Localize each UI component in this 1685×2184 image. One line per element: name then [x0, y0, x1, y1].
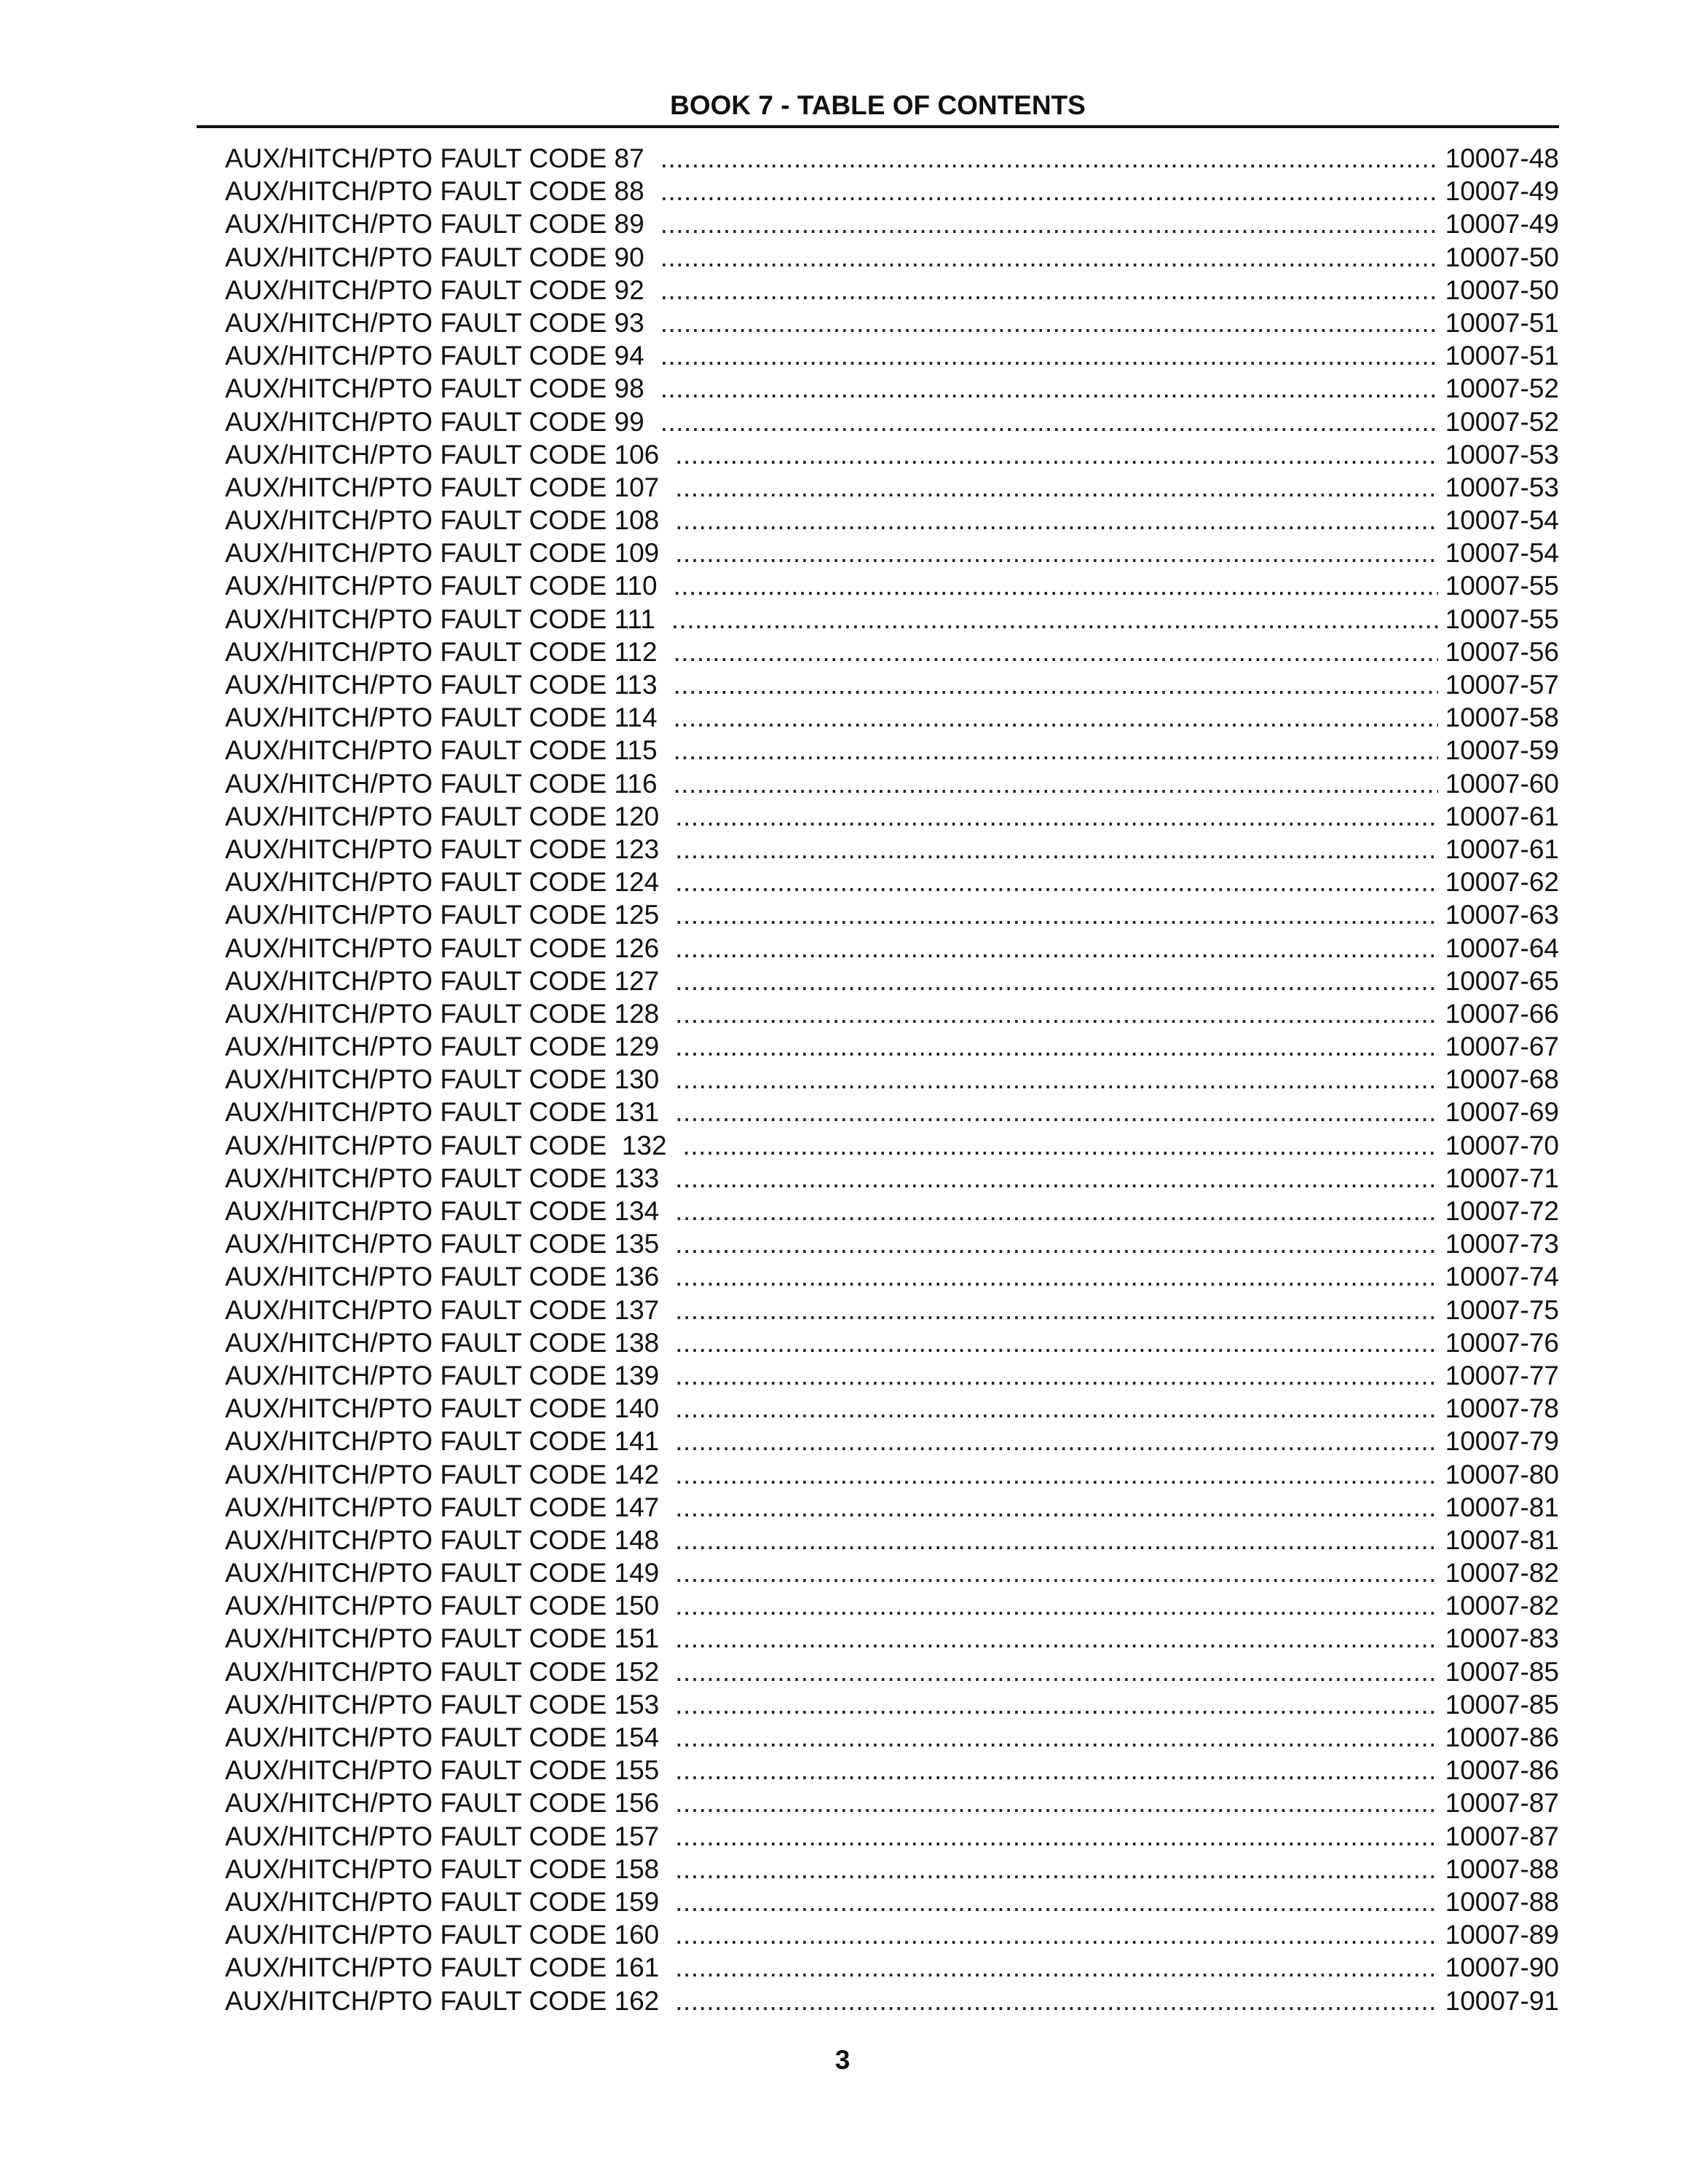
toc-entry-page: 10007-78 [1445, 1393, 1559, 1424]
dot-leader [660, 142, 1438, 175]
toc-entry[interactable] [225, 603, 1559, 636]
toc-entry[interactable] [225, 1918, 1559, 1951]
toc-entry[interactable] [225, 569, 1559, 602]
dot-leader [674, 701, 1438, 734]
toc-entry-title: AUX/HITCH/PTO FAULT CODE 157 [225, 1821, 660, 1851]
page-number: 3 [834, 2045, 851, 2075]
toc-entry[interactable] [225, 372, 1559, 405]
toc-entry-page: 10007-57 [1445, 670, 1559, 700]
toc-entry-page: 10007-61 [1445, 801, 1559, 831]
toc-entry-title: AUX/HITCH/PTO FAULT CODE 99 [225, 406, 644, 437]
toc-entry[interactable] [225, 1326, 1559, 1359]
toc-entry[interactable] [225, 1820, 1559, 1853]
toc-entry-title: AUX/HITCH/PTO FAULT CODE 129 [225, 1032, 660, 1062]
toc-entry-title: AUX/HITCH/PTO FAULT CODE 159 [225, 1886, 660, 1917]
toc-entry-page: 10007-83 [1445, 1623, 1559, 1654]
toc-entry-title: AUX/HITCH/PTO FAULT CODE 94 [225, 341, 644, 371]
dot-leader [675, 1886, 1437, 1918]
toc-entry-page: 10007-85 [1445, 1656, 1559, 1687]
toc-entry[interactable] [225, 1458, 1559, 1491]
toc-entry-title: AUX/HITCH/PTO FAULT CODE 137 [225, 1294, 660, 1325]
dot-leader [675, 438, 1437, 471]
dot-leader [675, 1030, 1437, 1063]
toc-entry[interactable] [225, 668, 1559, 701]
dot-leader [674, 636, 1438, 668]
dot-leader [671, 603, 1438, 636]
toc-entry[interactable] [225, 997, 1559, 1030]
dot-leader [660, 207, 1438, 240]
toc-entry-title: AUX/HITCH/PTO FAULT CODE 135 [225, 1229, 660, 1259]
dot-leader [675, 1556, 1437, 1589]
toc-entry-page: 10007-85 [1445, 1689, 1559, 1720]
toc-entry-page: 10007-86 [1445, 1722, 1559, 1752]
dot-leader [674, 569, 1438, 602]
toc-entry[interactable] [225, 1556, 1559, 1589]
toc-entry-page: 10007-60 [1445, 768, 1559, 799]
toc-entry-title: AUX/HITCH/PTO FAULT CODE 113 [225, 670, 658, 700]
toc-entry[interactable] [225, 898, 1559, 931]
toc-entry[interactable] [225, 1195, 1559, 1227]
toc-entry-page: 10007-88 [1445, 1886, 1559, 1917]
toc-entry-title: AUX/HITCH/PTO FAULT CODE 90 [225, 242, 644, 272]
toc-entry[interactable] [225, 1754, 1559, 1787]
toc-entry-page: 10007-89 [1445, 1920, 1559, 1950]
toc-entry-title: AUX/HITCH/PTO FAULT CODE 114 [225, 703, 658, 733]
toc-entry-title: AUX/HITCH/PTO FAULT CODE 107 [225, 472, 660, 502]
toc-entry-title: AUX/HITCH/PTO FAULT CODE 123 [225, 834, 660, 864]
toc-entry[interactable] [225, 1260, 1559, 1293]
toc-entry-title: AUX/HITCH/PTO FAULT CODE 98 [225, 373, 644, 404]
toc-entry[interactable] [225, 207, 1559, 240]
dot-leader [675, 833, 1437, 866]
dot-leader [675, 1787, 1437, 1819]
toc-entry[interactable] [225, 1524, 1559, 1556]
toc-entry[interactable] [225, 471, 1559, 504]
dot-leader [675, 800, 1437, 833]
toc-entry[interactable] [225, 339, 1559, 372]
toc-entry-title: AUX/HITCH/PTO FAULT CODE 162 [225, 1985, 660, 2016]
toc-entry-title: AUX/HITCH/PTO FAULT CODE 154 [225, 1722, 660, 1752]
toc-entry-page: 10007-61 [1445, 834, 1559, 864]
toc-entry-title: AUX/HITCH/PTO FAULT CODE 87 [225, 143, 644, 173]
toc-entry-page: 10007-67 [1445, 1032, 1559, 1062]
toc-entry[interactable] [225, 241, 1559, 274]
toc-entry-page: 10007-91 [1445, 1985, 1559, 2016]
toc-list [225, 142, 1559, 2017]
toc-entry-page: 10007-55 [1445, 604, 1559, 634]
toc-entry[interactable] [225, 1951, 1559, 1984]
toc-entry-page: 10007-90 [1445, 1952, 1559, 1983]
toc-entry[interactable] [225, 1787, 1559, 1819]
toc-entry-title: AUX/HITCH/PTO FAULT CODE 132 [225, 1130, 667, 1160]
toc-entry-title: AUX/HITCH/PTO FAULT CODE 108 [225, 505, 660, 536]
toc-entry-title: AUX/HITCH/PTO FAULT CODE 111 [225, 604, 655, 634]
toc-entry-page: 10007-50 [1445, 274, 1559, 305]
dot-leader [660, 306, 1438, 339]
toc-entry-title: AUX/HITCH/PTO FAULT CODE 109 [225, 538, 660, 569]
toc-entry[interactable] [225, 1096, 1559, 1128]
dot-leader [675, 537, 1437, 569]
dot-leader [675, 1655, 1437, 1688]
toc-entry-title: AUX/HITCH/PTO FAULT CODE 149 [225, 1558, 660, 1588]
toc-entry-page: 10007-52 [1445, 373, 1559, 404]
toc-entry-page: 10007-51 [1445, 341, 1559, 371]
toc-entry[interactable] [225, 274, 1559, 306]
toc-entry-page: 10007-55 [1445, 571, 1559, 601]
toc-entry-title: AUX/HITCH/PTO FAULT CODE 115 [225, 735, 658, 766]
toc-entry-title: AUX/HITCH/PTO FAULT CODE 88 [225, 176, 644, 207]
toc-entry[interactable] [225, 932, 1559, 965]
toc-entry-page: 10007-81 [1445, 1492, 1559, 1522]
toc-entry-page: 10007-75 [1445, 1294, 1559, 1325]
toc-entry-page: 10007-86 [1445, 1755, 1559, 1786]
dot-leader [675, 1622, 1437, 1655]
toc-entry-page: 10007-81 [1445, 1524, 1559, 1555]
toc-entry-title: AUX/HITCH/PTO FAULT CODE 93 [225, 307, 644, 338]
dot-leader [675, 1326, 1437, 1359]
toc-entry-title: AUX/HITCH/PTO FAULT CODE 150 [225, 1591, 660, 1621]
toc-entry-title: AUX/HITCH/PTO FAULT CODE 152 [225, 1656, 660, 1687]
dot-leader [674, 668, 1438, 701]
dot-leader [675, 1425, 1437, 1457]
toc-entry[interactable] [225, 833, 1559, 866]
toc-entry-page: 10007-51 [1445, 307, 1559, 338]
dot-leader [675, 1063, 1437, 1096]
dot-leader [675, 504, 1437, 537]
toc-entry[interactable] [225, 636, 1559, 668]
toc-entry-page: 10007-50 [1445, 242, 1559, 272]
toc-entry-page: 10007-54 [1445, 505, 1559, 536]
toc-entry[interactable] [225, 1425, 1559, 1457]
toc-entry-page: 10007-52 [1445, 406, 1559, 437]
dot-leader [660, 175, 1438, 207]
dot-leader [660, 274, 1438, 306]
dot-leader [675, 1820, 1437, 1853]
dot-leader [674, 734, 1438, 767]
dot-leader [675, 1195, 1437, 1227]
toc-entry-page: 10007-87 [1445, 1788, 1559, 1819]
toc-entry-title: AUX/HITCH/PTO FAULT CODE 127 [225, 965, 660, 996]
toc-entry[interactable] [225, 537, 1559, 569]
toc-entry-title: AUX/HITCH/PTO FAULT CODE 147 [225, 1492, 660, 1522]
toc-entry-page: 10007-62 [1445, 867, 1559, 898]
dot-leader [675, 1951, 1437, 1984]
toc-entry[interactable] [225, 734, 1559, 767]
toc-entry-page: 10007-56 [1445, 636, 1559, 667]
toc-entry-page: 10007-48 [1445, 143, 1559, 173]
toc-entry-title: AUX/HITCH/PTO FAULT CODE 126 [225, 933, 660, 963]
toc-entry-title: AUX/HITCH/PTO FAULT CODE 89 [225, 209, 644, 240]
toc-entry-page: 10007-59 [1445, 735, 1559, 766]
toc-entry[interactable] [225, 800, 1559, 833]
dot-leader [675, 1491, 1437, 1524]
toc-entry[interactable] [225, 767, 1559, 800]
toc-entry-page: 10007-58 [1445, 703, 1559, 733]
toc-entry-page: 10007-88 [1445, 1853, 1559, 1884]
toc-entry[interactable] [225, 701, 1559, 734]
toc-entry-title: AUX/HITCH/PTO FAULT CODE 139 [225, 1360, 660, 1390]
toc-entry-page: 10007-64 [1445, 933, 1559, 963]
toc-entry-title: AUX/HITCH/PTO FAULT CODE 133 [225, 1163, 660, 1193]
toc-entry-title: AUX/HITCH/PTO FAULT CODE 92 [225, 274, 644, 305]
dot-leader [675, 1721, 1437, 1754]
toc-entry[interactable] [225, 306, 1559, 339]
toc-entry[interactable] [225, 405, 1559, 438]
toc-entry-title: AUX/HITCH/PTO FAULT CODE 151 [225, 1623, 660, 1654]
dot-leader [675, 932, 1437, 965]
toc-entry-title: AUX/HITCH/PTO FAULT CODE 141 [225, 1426, 660, 1457]
toc-entry-page: 10007-76 [1445, 1327, 1559, 1358]
toc-entry-title: AUX/HITCH/PTO FAULT CODE 106 [225, 439, 660, 470]
toc-entry-page: 10007-65 [1445, 965, 1559, 996]
toc-entry-page: 10007-82 [1445, 1558, 1559, 1588]
dot-leader [675, 1096, 1437, 1128]
toc-entry-title: AUX/HITCH/PTO FAULT CODE 138 [225, 1327, 660, 1358]
toc-entry-title: AUX/HITCH/PTO FAULT CODE 136 [225, 1262, 660, 1292]
dot-leader [675, 1524, 1437, 1556]
toc-entry[interactable] [225, 1589, 1559, 1622]
dot-leader [675, 1392, 1437, 1425]
toc-entry-title: AUX/HITCH/PTO FAULT CODE 124 [225, 867, 660, 898]
toc-entry-title: AUX/HITCH/PTO FAULT CODE 110 [225, 571, 658, 601]
dot-leader [683, 1129, 1438, 1162]
toc-entry[interactable] [225, 1063, 1559, 1096]
dot-leader [675, 1294, 1437, 1326]
dot-leader [675, 1458, 1437, 1491]
dot-leader [675, 1918, 1437, 1951]
toc-entry-title: AUX/HITCH/PTO FAULT CODE 153 [225, 1689, 660, 1720]
toc-entry-page: 10007-87 [1445, 1821, 1559, 1851]
toc-entry[interactable] [225, 1294, 1559, 1326]
toc-entry[interactable] [225, 1162, 1559, 1195]
dot-leader [675, 1589, 1437, 1622]
toc-entry-page: 10007-80 [1445, 1459, 1559, 1489]
dot-leader [675, 1162, 1437, 1195]
toc-entry-page: 10007-73 [1445, 1229, 1559, 1259]
dot-leader [675, 866, 1437, 898]
toc-entry-title: AUX/HITCH/PTO FAULT CODE 156 [225, 1788, 660, 1819]
toc-entry-title: AUX/HITCH/PTO FAULT CODE 155 [225, 1755, 660, 1786]
toc-entry-page: 10007-77 [1445, 1360, 1559, 1390]
toc-entry[interactable] [225, 1129, 1559, 1162]
toc-entry[interactable] [225, 142, 1559, 175]
toc-entry-page: 10007-69 [1445, 1097, 1559, 1128]
toc-entry-title: AUX/HITCH/PTO FAULT CODE 160 [225, 1920, 660, 1950]
toc-entry[interactable] [225, 175, 1559, 207]
toc-entry-title: AUX/HITCH/PTO FAULT CODE 128 [225, 998, 660, 1029]
toc-entry-title: AUX/HITCH/PTO FAULT CODE 130 [225, 1064, 660, 1095]
toc-entry-page: 10007-63 [1445, 900, 1559, 930]
toc-entry-title: AUX/HITCH/PTO FAULT CODE 158 [225, 1853, 660, 1884]
toc-entry-title: AUX/HITCH/PTO FAULT CODE 142 [225, 1459, 660, 1489]
toc-entry-title: AUX/HITCH/PTO FAULT CODE 134 [225, 1196, 660, 1226]
toc-entry[interactable] [225, 504, 1559, 537]
toc-entry[interactable] [225, 1392, 1559, 1425]
toc-entry[interactable] [225, 866, 1559, 898]
toc-entry[interactable] [225, 1886, 1559, 1918]
dot-leader [674, 767, 1438, 800]
dot-leader [675, 1688, 1437, 1721]
dot-leader [675, 1754, 1437, 1787]
toc-entry[interactable] [225, 1985, 1559, 2017]
dot-leader [675, 1227, 1437, 1260]
toc-entry-page: 10007-71 [1445, 1163, 1559, 1193]
toc-entry-title: AUX/HITCH/PTO FAULT CODE 148 [225, 1524, 660, 1555]
toc-entry[interactable] [225, 1030, 1559, 1063]
dot-leader [675, 1985, 1437, 2017]
toc-entry-page: 10007-66 [1445, 998, 1559, 1029]
title-rule [197, 125, 1559, 128]
toc-entry-title: AUX/HITCH/PTO FAULT CODE 116 [225, 768, 658, 799]
toc-entry-page: 10007-49 [1445, 209, 1559, 240]
toc-entry[interactable] [225, 1227, 1559, 1260]
toc-entry[interactable] [225, 1853, 1559, 1886]
toc-entry-page: 10007-79 [1445, 1426, 1559, 1457]
toc-entry[interactable] [225, 438, 1559, 471]
toc-entry-page: 10007-53 [1445, 472, 1559, 502]
toc-entry-title: AUX/HITCH/PTO FAULT CODE 125 [225, 900, 660, 930]
toc-entry-page: 10007-82 [1445, 1591, 1559, 1621]
dot-leader [660, 339, 1438, 372]
toc-entry-page: 10007-72 [1445, 1196, 1559, 1226]
dot-leader [675, 1359, 1437, 1392]
dot-leader [660, 372, 1438, 405]
toc-entry-page: 10007-74 [1445, 1262, 1559, 1292]
toc-entry[interactable] [225, 1491, 1559, 1524]
toc-entry-title: AUX/HITCH/PTO FAULT CODE 140 [225, 1393, 660, 1424]
toc-entry[interactable] [225, 965, 1559, 997]
toc-entry[interactable] [225, 1721, 1559, 1754]
toc-entry-page: 10007-70 [1445, 1130, 1559, 1160]
toc-entry-page: 10007-53 [1445, 439, 1559, 470]
toc-entry[interactable] [225, 1655, 1559, 1688]
toc-entry-title: AUX/HITCH/PTO FAULT CODE 161 [225, 1952, 660, 1983]
dot-leader [675, 1853, 1437, 1886]
page-title: BOOK 7 - TABLE OF CONTENTS [670, 90, 1086, 120]
dot-leader [675, 997, 1437, 1030]
toc-entry[interactable] [225, 1622, 1559, 1655]
dot-leader [675, 898, 1437, 931]
dot-leader [660, 405, 1438, 438]
toc-entry-title: AUX/HITCH/PTO FAULT CODE 112 [225, 636, 658, 667]
dot-leader [675, 471, 1437, 504]
toc-entry[interactable] [225, 1359, 1559, 1392]
dot-leader [675, 1260, 1437, 1293]
toc-entry[interactable] [225, 1688, 1559, 1721]
toc-entry-title: AUX/HITCH/PTO FAULT CODE 120 [225, 801, 660, 831]
dot-leader [660, 241, 1438, 274]
toc-entry-title: AUX/HITCH/PTO FAULT CODE 131 [225, 1097, 660, 1128]
toc-entry-page: 10007-49 [1445, 176, 1559, 207]
toc-entry-page: 10007-54 [1445, 538, 1559, 569]
toc-entry-page: 10007-68 [1445, 1064, 1559, 1095]
dot-leader [675, 965, 1437, 997]
